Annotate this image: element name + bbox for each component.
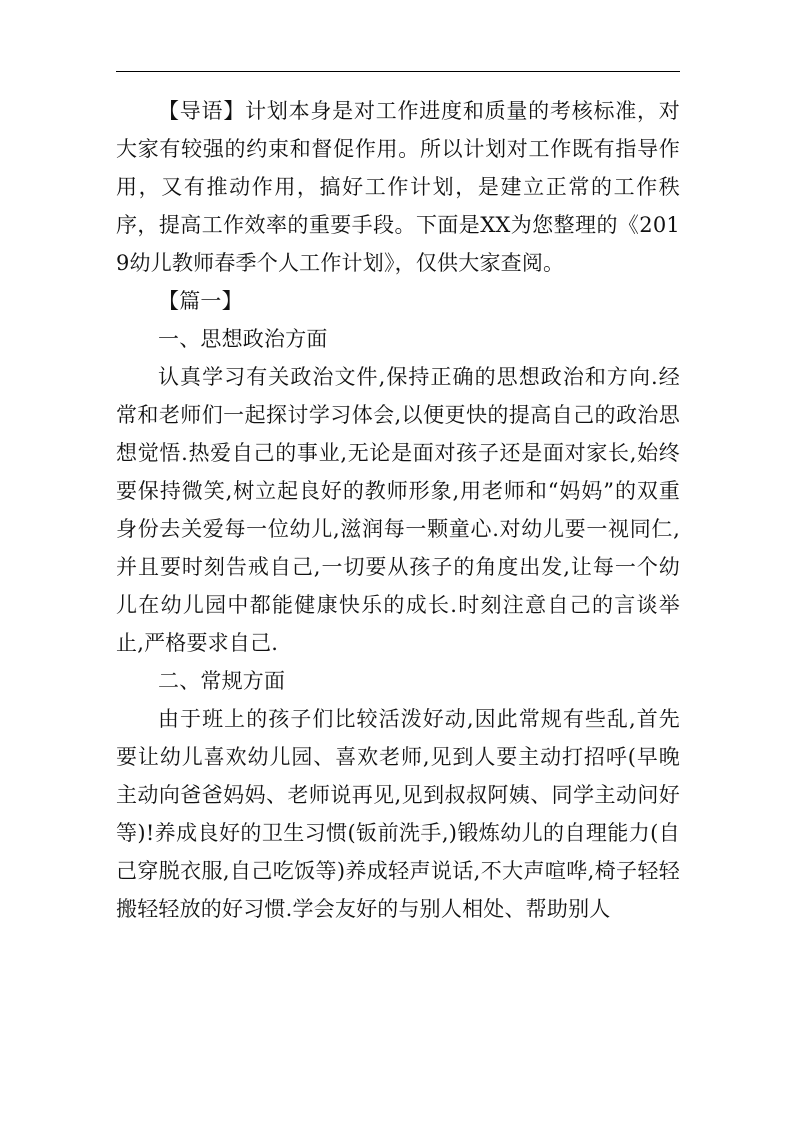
- section-paragraph-politics: 认真学习有关政治文件,保持正确的思想政治和方向.经常和老师们一起探讨学习体会,以便更快的提高自己的政治思想觉悟.热爱自己的事业,无论是面对孩子还是面对家长,始终要保持微笑,树立起良好的教师形象,用老师和“妈妈”的双重身份去关爱每一位幼儿,滋润每一颗童心.对幼儿要一视同仁,并且要时刻告戒自己,一切要从孩子的角度出发,让每一个幼儿在幼儿园中都能健康快乐的成长.时刻注意自己的言谈举止,严格要求自己.: [116, 365, 680, 655]
- header-divider: [116, 71, 680, 72]
- section-paragraph-routine: 由于班上的孩子们比较活泼好动,因此常规有些乱,首先要让幼儿喜欢幼儿园、喜欢老师,见到人要主动打招呼(早晚主动向爸爸妈妈、老师说再见,见到叔叔阿姨、同学主动问好等)!养成良好的卫生习惯(钣前洗手,)锻炼幼儿的自理能力(自己穿脱衣服,自己吃饭等)养成轻声说话,不大声喧哗,椅子轻轻搬轻轻放的好习惯.学会友好的与别人相处、帮助别人: [116, 707, 680, 921]
- intro-paragraph: 【导语】计划本身是对工作进度和质量的考核标准，对大家有较强的约束和督促作用。所以计划对工作既有指导作用，又有推动作用，搞好工作计划，是建立正常的工作秩序，提高工作效率的重要手段。下面是XX为您整理的《2019幼儿教师春季个人工作计划》，仅供大家查阅。: [116, 99, 680, 275]
- section-title-routine: 二、常规方面: [158, 669, 286, 693]
- document-body: [116, 92, 680, 928]
- chapter-label: 【篇一】: [158, 289, 243, 313]
- section-title-politics: 一、思想政治方面: [158, 327, 328, 351]
